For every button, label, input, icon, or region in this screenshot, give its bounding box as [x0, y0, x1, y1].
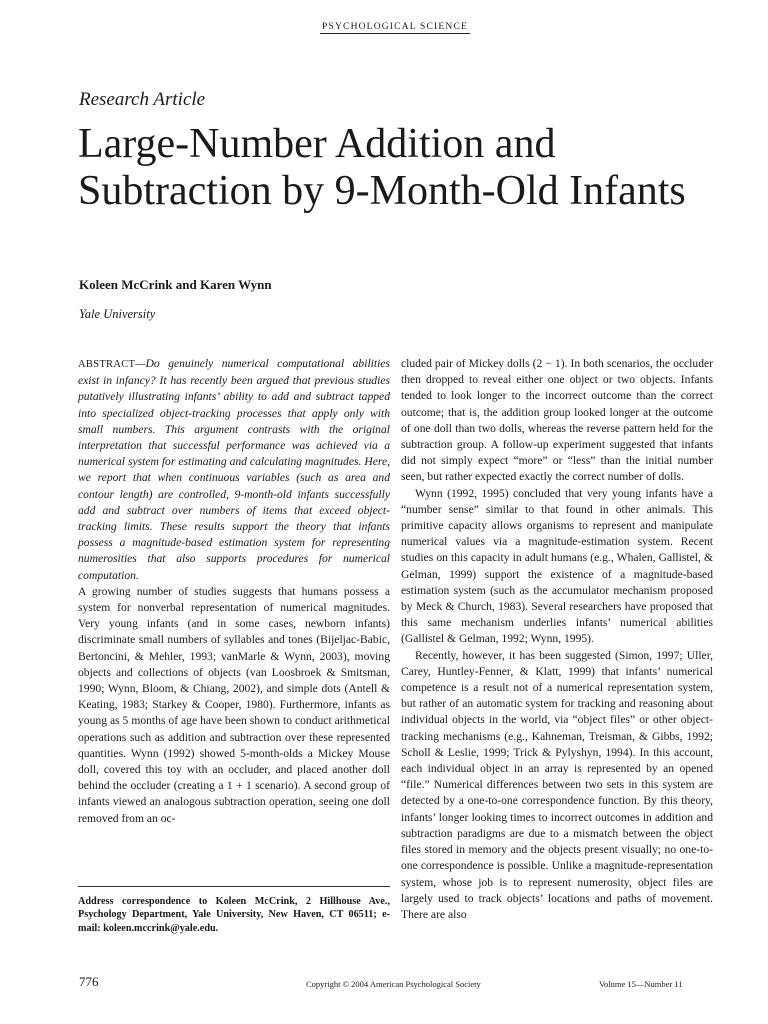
article-type: Research Article [79, 89, 206, 110]
author-list: Koleen McCrink and Karen Wynn [79, 277, 272, 292]
abstract-text: —Do genuinely numerical computational abilities exist in infancy? It has recently been argued that previous studies putatively illustrating infants’ ability to add and subtract tapped into specialized object-tracking processes that apply only with small numbers. This argument contrasts with the original interpretation that successful performance was achieved via a numerical system for estimating and calculating magnitudes. Here, we report that when continuous variables (such as area and contour length) are controlled, 9-month-old infants successfully add and subtract over numbers of items that exceed object-tracking limits. These results support the theory that infants possess a magnitude-based estimation system for representing numerosities that also supports procedures for numerical computation. [78, 357, 390, 582]
journal-name: PSYCHOLOGICAL SCIENCE [320, 22, 470, 34]
left-column [78, 356, 390, 827]
footnote-divider [78, 886, 390, 887]
right-column [401, 356, 713, 923]
affiliation: Yale University [79, 307, 156, 321]
page-number: 776 [79, 974, 99, 989]
copyright-notice: Copyright © 2004 American Psychological Society [306, 979, 481, 989]
abstract [78, 356, 390, 584]
article-title: Large-Number Addition and Subtraction by 9-Month-Old Infants [78, 121, 686, 214]
body-paragraph: cluded pair of Mickey dolls (2 − 1). In both scenarios, the occluder then dropped to reveal either one object or two objects. Infants tended to look longer to the incorrect outcome than the correct outcome; that is, the addition group looked longer at the outcome of one doll than two dolls, whereas the reverse pattern held for the subtraction group. A follow-up experiment suggested that infants did not simply expect “more” or “less” than the initial number seen, but rather expected exactly the correct number of dolls. [401, 357, 713, 484]
abstract-label: ABSTRACT [78, 359, 136, 370]
body-paragraph: Wynn (1992, 1995) concluded that very young infants have a “number sense” similar to that found in other animals. This primitive capacity allows organisms to represent and manipulate numerical values via a magnitude-estimation system. Recent studies on this capacity in adult humans (e.g., Whalen, Gallistel, & Gelman, 1999) support the existence of a magnitude-based estimation system (such as the accumulator mechanism proposed by Meck & Church, 1983). Several researchers have proposed that this same mechanism underlies infants’ numerical abilities (Gallistel & Gelman, 1992; Wynn, 1995). [401, 486, 713, 646]
correspondence-footnote: Address correspondence to Koleen McCrink, 2 Hillhouse Ave., Psychology Department, Yale University, New Haven, CT 06511; e-mail: koleen.mccrink@yale.edu. [78, 896, 390, 934]
body-paragraph: Recently, however, it has been suggested (Simon, 1997; Uller, Carey, Huntley-Fenner, & Klatt, 1999) that infants’ numerical competence is a result not of a numerical representation system, but rather of an automatic system for tracking and reasoning about individual objects in the world, via “object files” or other object-tracking mechanisms (e.g., Kahneman, Treisman, & Gibbs, 1992; Scholl & Leslie, 1999; Trick & Pylyshyn, 1994). In this account, each individual object in an array is represented by an opened “file.” Numerical differences between two sets in this system are detected by a one-to-one correspondence function. By this theory, infants’ longer looking times to incorrect outcomes in addition and subtraction paradigms are due to a mismatch between the object files stored in memory and the objects present visually; no one-to-one correspondence is possible. Unlike a magnitude-representation system, whose job is to represent numerosity, object files are largely used to track objects’ locations and paths of movement. There are also [401, 648, 713, 921]
body-paragraph: A growing number of studies suggests that humans possess a system for nonverbal representation of numerical magnitudes. Very young infants (and in some cases, newborn infants) discriminate small numbers of syllables and tones (Bijeljac-Babic, Bertoncini, & Mehler, 1993; vanMarle & Wynn, 2003), moving objects and collections of objects (van Loosbroek & Smitsman, 1990; Wynn, Bloom, & Chiang, 2002), and simple dots (Antell & Keating, 1983; Starkey & Cooper, 1980). Furthermore, infants as young as 5 months of age have been shown to conduct arithmetical operations such as addition and subtraction over these represented quantities. Wynn (1992) showed 5-month-olds a Mickey Mouse doll, covered this toy with an occluder, and placed another doll behind the occluder (creating a 1 + 1 scenario). A second group of infants viewed an analogous subtraction operation, seeing one doll removed from an oc- [78, 584, 390, 825]
volume-issue: Volume 15—Number 11 [599, 979, 683, 989]
